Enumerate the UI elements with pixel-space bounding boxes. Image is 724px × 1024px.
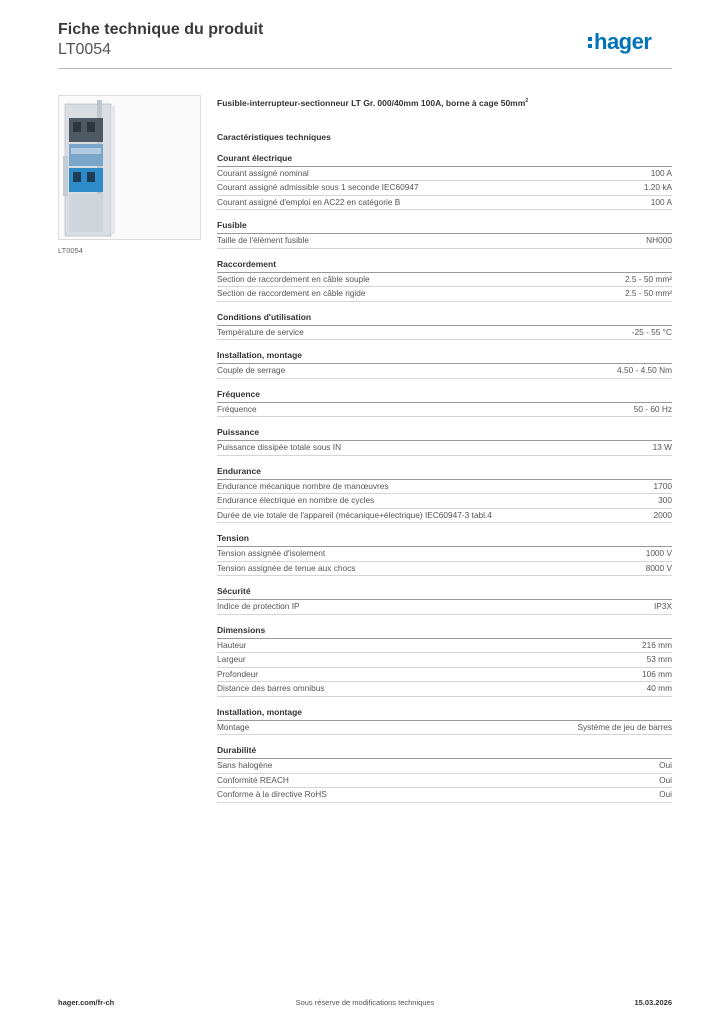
spec-value: 106 mm [642, 668, 672, 679]
spec-section [217, 153, 672, 211]
spec-section [217, 625, 672, 697]
spec-row [217, 196, 672, 211]
spec-section-title: Endurance [217, 466, 672, 480]
spec-label: Montage [217, 721, 250, 732]
spec-label: Section de raccordement en câble souple [217, 273, 370, 284]
spec-label: Température de service [217, 326, 304, 337]
spec-value: 2.5 - 50 mm² [624, 288, 672, 299]
spec-label: Hauteur [217, 639, 247, 650]
spec-section [217, 466, 672, 524]
footer-website-link[interactable]: hager.com/fr-ch [58, 998, 115, 1007]
spec-row [217, 774, 672, 789]
spec-section [217, 259, 672, 302]
spec-value: Oui [659, 760, 672, 771]
spec-value: 53 mm [646, 654, 672, 665]
spec-row [217, 326, 672, 341]
spec-section-title: Durabilité [217, 745, 672, 759]
spec-row [217, 721, 672, 736]
spec-label: Indice de protection IP [217, 601, 300, 612]
spec-section-title: Installation, montage [217, 350, 672, 364]
spec-value: 8000 V [645, 562, 672, 573]
spec-value: 1700 [653, 480, 672, 491]
spec-section-title: Fusible [217, 220, 672, 234]
spec-row [217, 639, 672, 654]
spec-section-title: Puissance [217, 427, 672, 441]
spec-section [217, 586, 672, 615]
spec-row [217, 181, 672, 196]
spec-label: Couple de serrage [217, 365, 286, 376]
product-reference: LT0054 [58, 41, 112, 58]
spec-row [217, 788, 672, 803]
product-image-caption: LT0054 [58, 246, 83, 255]
spec-section-title: Fréquence [217, 389, 672, 403]
spec-value: 216 mm [642, 639, 672, 650]
technical-characteristics-heading: Caractéristiques techniques [217, 131, 331, 142]
spec-value: -25 - 55 °C [631, 326, 672, 337]
spec-section-title: Raccordement [217, 259, 672, 273]
spec-section [217, 220, 672, 249]
spec-value: Oui [659, 774, 672, 785]
spec-sections [217, 153, 672, 803]
spec-row [217, 509, 672, 524]
spec-row [217, 653, 672, 668]
spec-label: Courant assigné nominal [217, 167, 309, 178]
spec-section [217, 745, 672, 803]
spec-label: Conformité REACH [217, 774, 289, 785]
logo-text: hager [594, 29, 652, 54]
product-description-text: Fusible-interrupteur-sectionneur LT Gr. 000/40mm 100A, borne à cage 50mm [217, 97, 526, 108]
spec-row [217, 562, 672, 577]
page-title: Fiche technique du produit [58, 21, 264, 38]
spec-value: 2000 [653, 509, 672, 520]
spec-value: IP3X [654, 601, 672, 612]
spec-value: 100 A [650, 167, 672, 178]
spec-value: 2.5 - 50 mm² [624, 273, 672, 284]
spec-section [217, 427, 672, 456]
product-description-superscript: 2 [525, 98, 529, 104]
spec-row [217, 759, 672, 774]
spec-section [217, 389, 672, 418]
spec-label: Endurance électrique en nombre de cycles [217, 495, 375, 506]
spec-section-title: Tension [217, 533, 672, 547]
spec-row [217, 364, 672, 379]
spec-row [217, 441, 672, 456]
spec-section-title: Installation, montage [217, 707, 672, 721]
spec-label: Sans halogène [217, 760, 273, 771]
spec-label: Endurance mécanique nombre de manœuvres [217, 480, 389, 491]
page-header [58, 20, 672, 60]
spec-row [217, 600, 672, 615]
spec-label: Profondeur [217, 668, 259, 679]
spec-row [217, 547, 672, 562]
spec-value: 1000 V [645, 548, 672, 559]
spec-value: Système de jeu de barres [577, 721, 672, 732]
spec-value: 100 A [650, 196, 672, 207]
spec-section [217, 533, 672, 576]
spec-row [217, 167, 672, 182]
footer-disclaimer: Sous réserve de modifications techniques [295, 998, 435, 1007]
spec-label: Largeur [217, 654, 246, 665]
spec-label: Taille de l'élément fusible [217, 235, 309, 246]
spec-section-title: Sécurité [217, 586, 672, 600]
spec-label: Durée de vie totale de l'appareil (mécanique+électrique) IEC60947-3 tabl.4 [217, 509, 492, 520]
spec-row [217, 234, 672, 249]
spec-label: Conforme à la directive RoHS [217, 789, 327, 800]
spec-label: Distance des barres omnibus [217, 683, 325, 694]
spec-value: 300 [658, 495, 672, 506]
spec-row [217, 273, 672, 288]
spec-section [217, 707, 672, 736]
spec-value: 4.50 - 4.50 Nm [617, 365, 672, 376]
spec-section [217, 312, 672, 341]
spec-value: NH000 [646, 235, 672, 246]
spec-section [217, 350, 672, 379]
spec-row [217, 494, 672, 509]
spec-section-title: Conditions d'utilisation [217, 312, 672, 326]
spec-section-title: Courant électrique [217, 153, 672, 167]
product-image [58, 95, 201, 240]
spec-value: 13 W [652, 442, 672, 453]
product-illustration [59, 96, 200, 239]
spec-label: Fréquence [217, 403, 257, 414]
spec-row [217, 403, 672, 418]
spec-label: Puissance dissipée totale sous IN [217, 442, 342, 453]
spec-label: Tension assignée d'isolement [217, 548, 326, 559]
header-divider [58, 68, 672, 69]
spec-row [217, 480, 672, 495]
spec-value: Oui [659, 789, 672, 800]
spec-section-title: Dimensions [217, 625, 672, 639]
spec-row [217, 287, 672, 302]
spec-label: Courant assigné admissible sous 1 seconde IEC60947 [217, 182, 419, 193]
spec-row [217, 668, 672, 683]
footer-date: 15.03.2026 [634, 998, 672, 1007]
product-details [217, 96, 672, 813]
spec-row [217, 682, 672, 697]
spec-value: 1.20 kA [643, 182, 672, 193]
spec-label: Courant assigné d'emploi en AC22 en catégorie B [217, 196, 401, 207]
product-description [217, 96, 672, 109]
spec-label: Section de raccordement en câble rigide [217, 288, 366, 299]
spec-label: Tension assignée de tenue aux chocs [217, 562, 356, 573]
spec-value: 50 - 60 Hz [633, 403, 672, 414]
hager-logo [588, 28, 672, 54]
spec-value: 40 mm [646, 683, 672, 694]
